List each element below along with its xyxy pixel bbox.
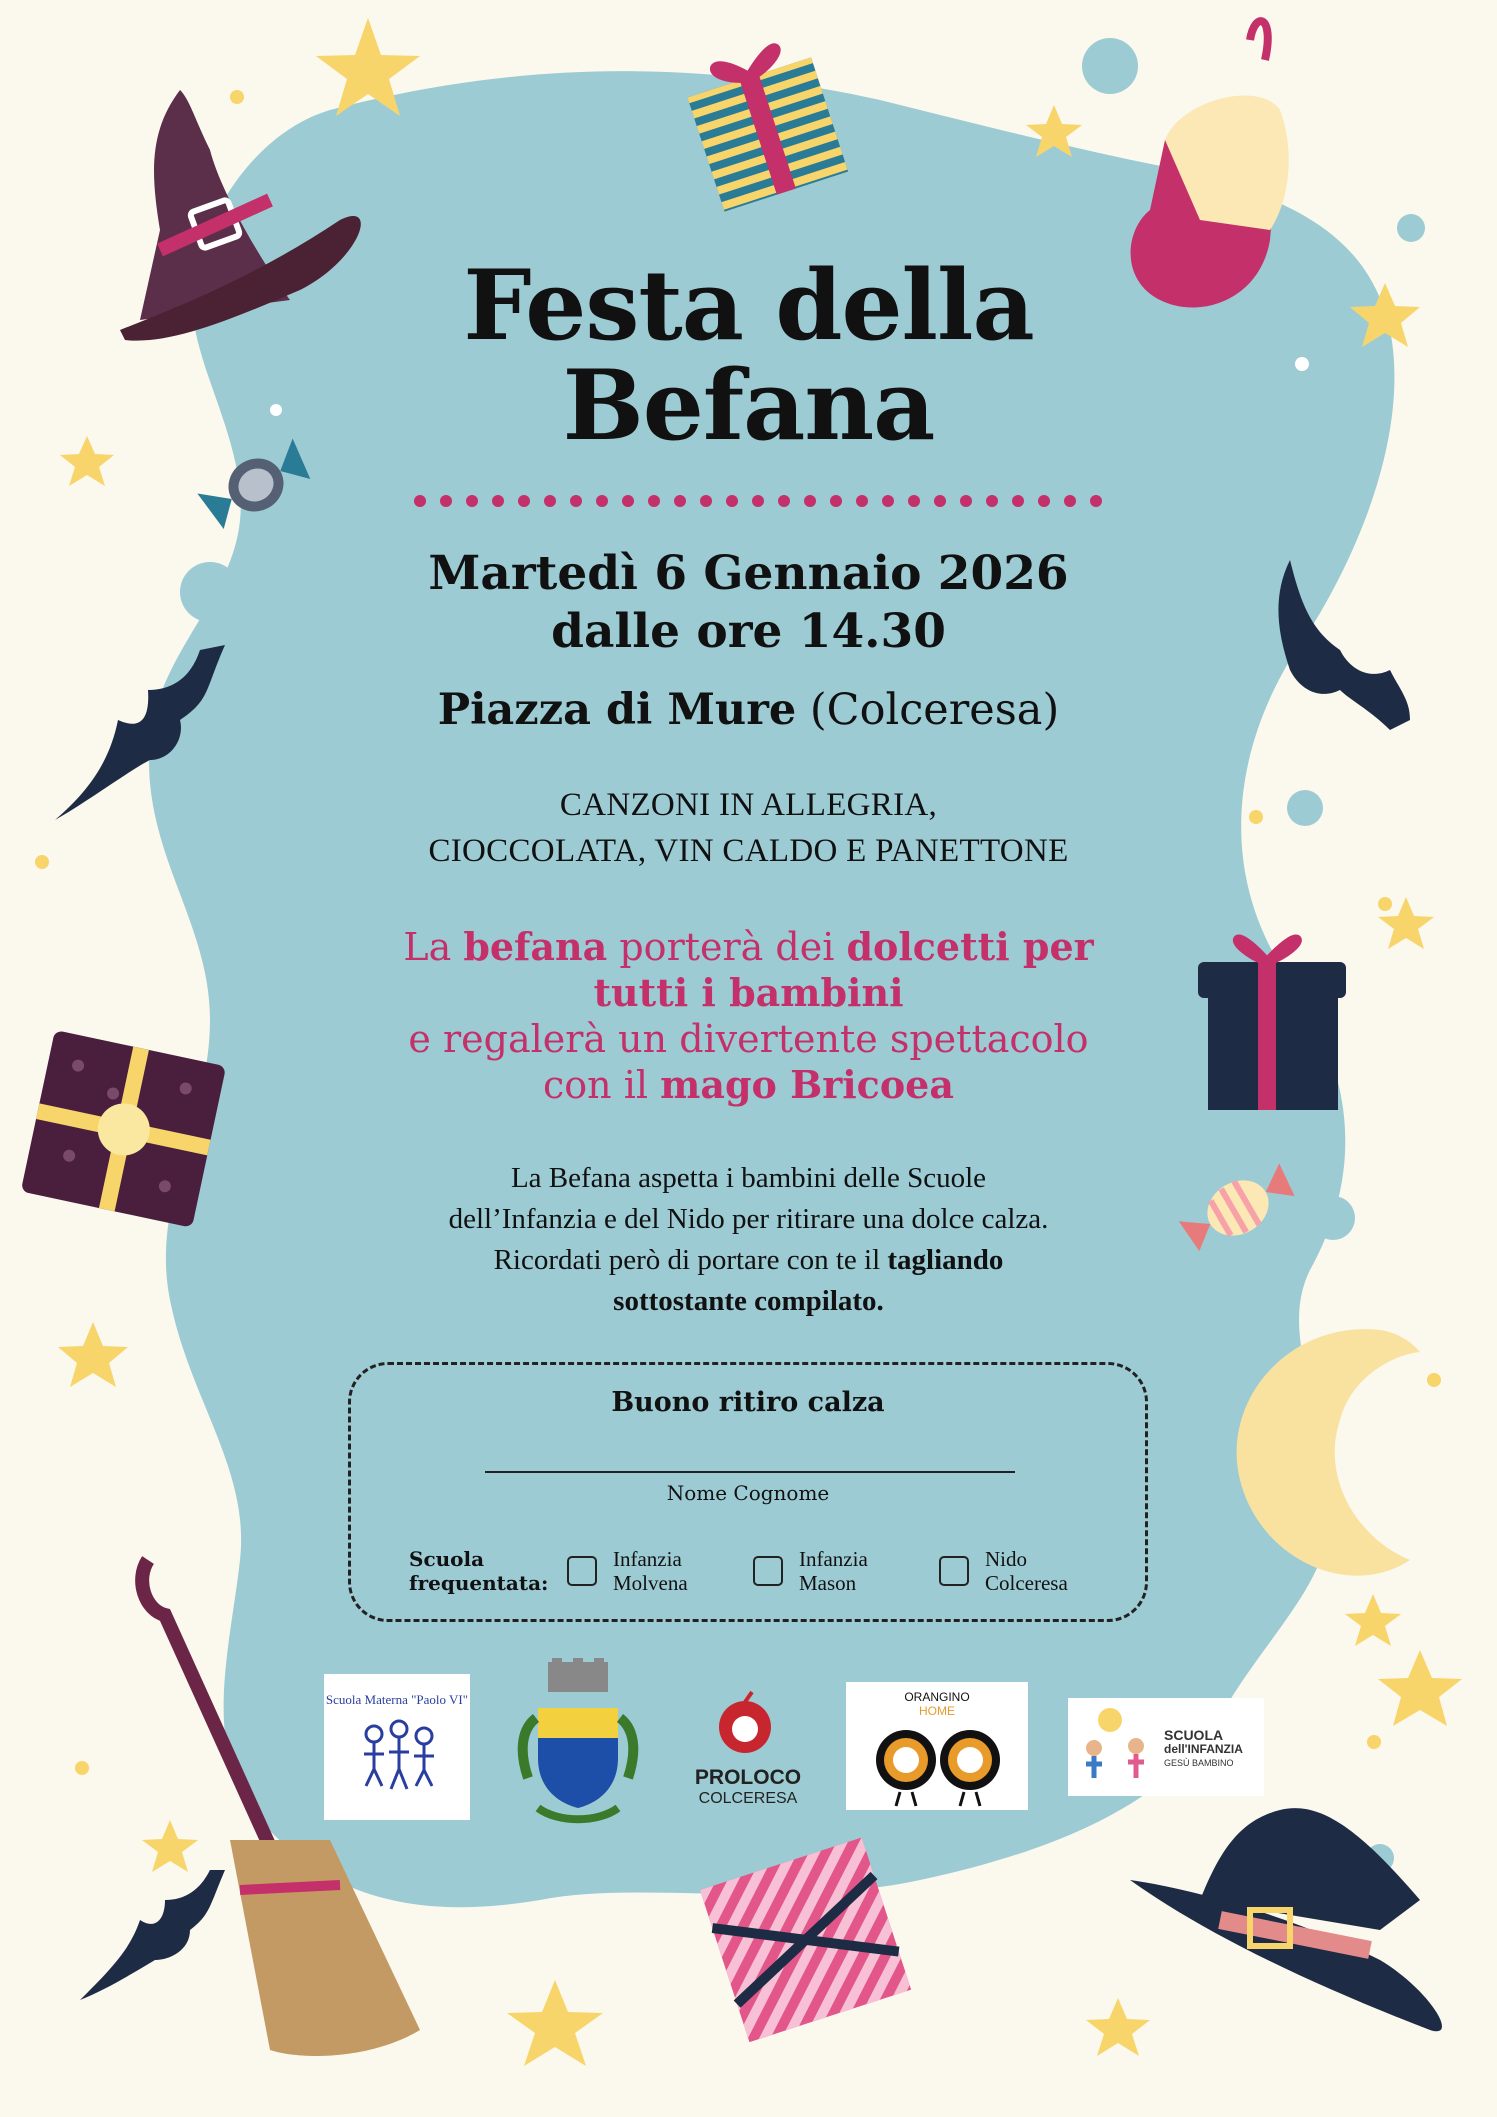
text-span: Ricordati però di portare con te il: [493, 1244, 888, 1276]
highlight-line-2: [0, 970, 1497, 1016]
coupon-title: Buono ritiro calza: [611, 1387, 885, 1418]
text-line: Infanzia: [799, 1547, 868, 1571]
name-line-field[interactable]: [485, 1471, 1015, 1473]
highlight-line-4: [0, 1062, 1497, 1108]
event-time: dalle ore 14.30: [551, 604, 946, 659]
proloco-text-2: COLCERESA: [698, 1790, 798, 1807]
school-label: [409, 1547, 548, 1595]
event-place: [0, 684, 1497, 736]
orangino-text-1: ORANGINO: [904, 1690, 970, 1704]
info-line-1: La Befana aspetta i bambini delle Scuole: [510, 1162, 987, 1194]
apple-icon: [682, 1682, 822, 1762]
checkbox[interactable]: [567, 1556, 597, 1586]
option-label: [985, 1547, 1068, 1595]
activities-line-2: CIOCCOLATA, VIN CALDO E PANETTONE: [428, 833, 1069, 869]
highlight-line-3: e regalerà un divertente spettacolo: [408, 1017, 1089, 1061]
text-line: GESÙ BAMBINO: [1164, 1758, 1234, 1768]
activities-line-1: CANZONI IN ALLEGRIA,: [559, 787, 938, 823]
scuola-materna-logo: [324, 1674, 470, 1820]
text-line: SCUOLA: [1164, 1727, 1224, 1743]
text-span: con il: [543, 1063, 661, 1107]
scuola-materna-text: Scuola Materna "Paolo VI": [325, 1692, 469, 1707]
text-bold: mago Bricoea: [660, 1062, 954, 1107]
info-line-3: [0, 1240, 1497, 1281]
scuola-gesu-bambino-logo: [1068, 1698, 1264, 1796]
text-span: La: [403, 925, 464, 969]
school-children-icon: [324, 1674, 470, 1820]
text-line: Colceresa: [985, 1571, 1068, 1595]
text-bold: tutti i bambini: [593, 970, 904, 1015]
text-line: Infanzia: [613, 1547, 682, 1571]
text-line: frequentata:: [409, 1571, 549, 1595]
proloco-text-1: PROLOCO: [694, 1766, 802, 1789]
highlight-line-1: [0, 924, 1497, 970]
orangino-home-logo: [846, 1682, 1028, 1810]
text-bold: tagliando: [887, 1244, 1004, 1276]
text-line: Molvena: [613, 1571, 688, 1595]
option-nido-colceresa[interactable]: [939, 1547, 1068, 1595]
option-label: [799, 1547, 868, 1595]
name-field-label: Nome Cognome: [666, 1481, 830, 1505]
checkbox[interactable]: [753, 1556, 783, 1586]
proloco-logo: [682, 1682, 822, 1812]
orangino-text-2: HOME: [919, 1704, 955, 1718]
coat-of-arms-icon: [508, 1658, 648, 1834]
dotted-divider: [414, 494, 1114, 508]
text-bold: sottostante compilato.: [613, 1285, 884, 1317]
place-town: (Colceresa): [796, 685, 1060, 735]
gesu-text: [1164, 1728, 1243, 1770]
option-infanzia-mason[interactable]: [753, 1547, 868, 1595]
option-label: [613, 1547, 688, 1595]
info-line-2: dell’Infanzia e del Nido per ritirare una dolce calza.: [448, 1203, 1049, 1235]
text-line: Mason: [799, 1571, 857, 1595]
text-line: Scuola: [409, 1547, 485, 1571]
text-bold: befana: [463, 924, 608, 969]
info-line-4: [0, 1281, 1497, 1322]
text-span: porterà dei: [607, 925, 847, 969]
text-bold: dolcetti per: [846, 924, 1094, 969]
coupon-box: [348, 1362, 1148, 1622]
event-title-line-1: Festa della: [463, 249, 1034, 362]
option-infanzia-molvena[interactable]: [567, 1547, 688, 1595]
event-title-line-2: Befana: [562, 349, 935, 462]
text-line: Nido: [985, 1547, 1027, 1571]
checkbox[interactable]: [939, 1556, 969, 1586]
municipal-coat-of-arms: [508, 1658, 648, 1834]
place-name: Piazza di Mure: [437, 685, 797, 735]
event-date: Martedì 6 Gennaio 2026: [428, 546, 1069, 601]
orange-characters-icon: [846, 1682, 1028, 1810]
text-line: dell'INFANZIA: [1164, 1742, 1243, 1756]
